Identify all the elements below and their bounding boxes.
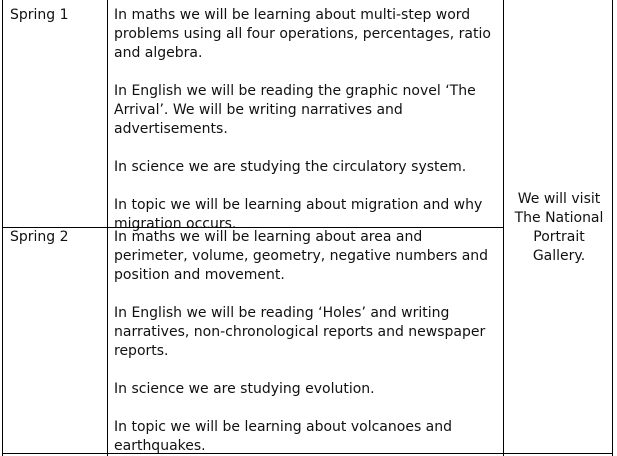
trip-line: The National (514, 210, 604, 226)
trip-cell (505, 190, 613, 266)
term-label-spring-1 (10, 6, 102, 25)
row-content-spring-2 (114, 228, 500, 456)
term-label-spring-2 (10, 228, 102, 247)
table-divider-content (503, 0, 504, 456)
table-border-left (2, 0, 3, 456)
topic-paragraph: In topic we will be learning about migration and why migration occurs. (114, 197, 483, 232)
row-content-spring-1 (114, 6, 500, 234)
maths-paragraph: In maths we will be learning about area and perimeter, volume, geometry, negative numbers and position and movement. (114, 229, 489, 283)
science-paragraph: In science we are studying the circulatory system. (114, 159, 467, 175)
science-paragraph: In science we are studying evolution. (114, 381, 375, 397)
maths-paragraph: In maths we will be learning about multi-step word problems using all four operations, percentages, ratio and algebra. (114, 7, 491, 61)
english-paragraph: In English we will be reading ‘Holes’ and writing narratives, non-chronological reports and newspaper reports. (114, 305, 486, 359)
trip-line: Portrait (533, 229, 585, 245)
term-text: Spring 1 (10, 7, 69, 23)
term-text: Spring 2 (10, 229, 69, 245)
trip-line: We will visit (517, 191, 601, 207)
topic-paragraph: In topic we will be learning about volcanoes and earthquakes. (114, 419, 453, 454)
table-divider-term (107, 0, 108, 456)
trip-line: Gallery. (532, 248, 586, 264)
english-paragraph: In English we will be reading the graphic novel ‘The Arrival’. We will be writing narratives and advertisements. (114, 83, 476, 137)
